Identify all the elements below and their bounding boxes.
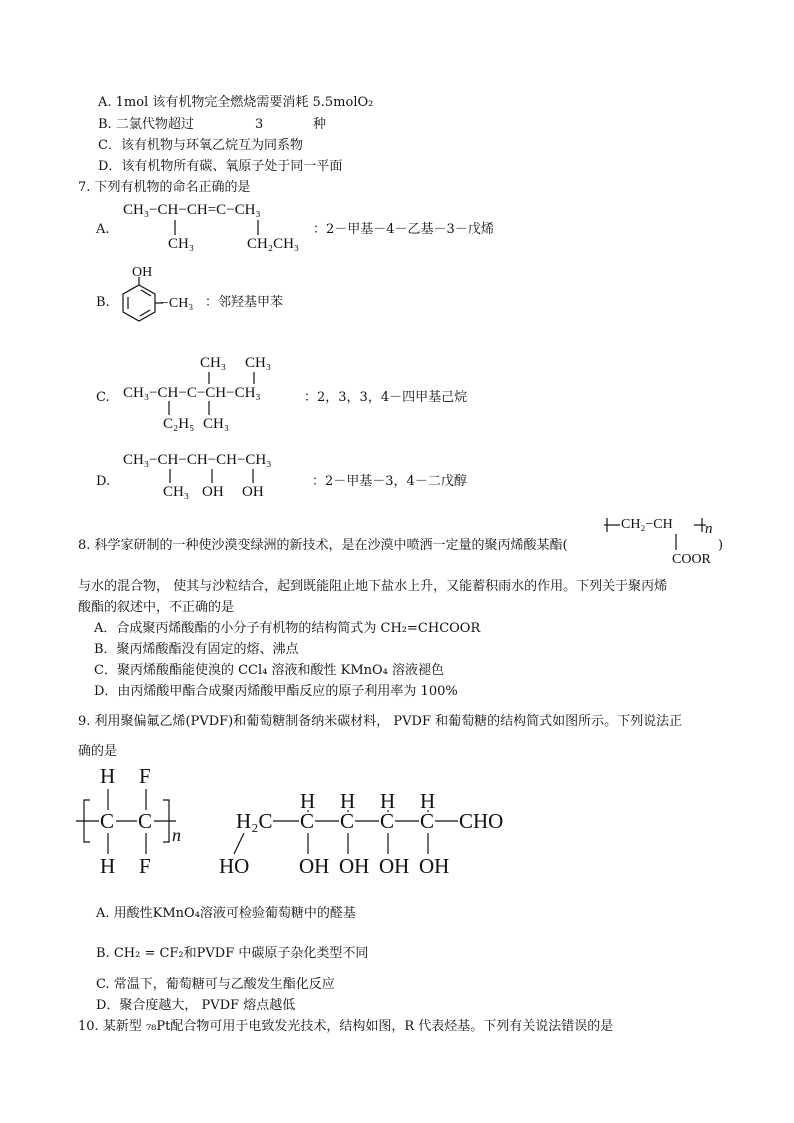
glucose-ho: HO [219, 854, 250, 878]
q7-stem: 7. 下列有机物的命名正确的是 [78, 180, 251, 195]
q7b-hydroxyl: OH [132, 265, 153, 280]
pvdf-h-top: H [100, 764, 116, 788]
glucose-c4: C [420, 809, 435, 833]
q7-option-a-name: ：2－甲基－4－乙基－3－戊烯 [313, 222, 494, 237]
glucose-c3: C [380, 809, 395, 833]
glucose-h4: H [420, 789, 436, 813]
q7d-sub-oh1: OH [202, 484, 224, 500]
q7-option-b-label: B. [96, 295, 110, 310]
q9-option-c: C. 常温下，葡萄糖可与乙酸发生酯化反应 [96, 977, 335, 992]
glucose-oh4: OH [419, 854, 450, 878]
q8-stem-line3: 酸酯的叙述中，不正确的是 [78, 600, 235, 615]
glucose-cho: CHO [459, 809, 504, 833]
glucose-h1: H [300, 789, 316, 813]
glucose-h2: H [340, 789, 356, 813]
pvdf-c1: C [100, 809, 115, 833]
q6-option-b-number: 3 [255, 117, 264, 132]
pvdf-f-top: F [139, 764, 151, 788]
pvdf-f-bottom: F [139, 854, 151, 878]
q7a-sub-ethyl: CH₂CH₃ [247, 236, 300, 252]
q6-option-d: D．该有机物所有碳、氧原子处于同一平面 [98, 159, 343, 174]
q10-stem: 10. 某新型 ₇₈Pt配合物可用于电致发光技术，结构如图，R 代表烃基。下列有关说法错误的是 [78, 1019, 614, 1034]
glucose-oh3: OH [379, 854, 410, 878]
q8-polymer-n: n [705, 521, 713, 537]
q9-stem-line2: 确的是 [78, 744, 118, 759]
q8-stem-line2: 与水的混合物， 使其与沙粒结合，起到既能阻止地下盐水上升，又能蓄积雨水的作用。下列关于聚丙烯 [78, 579, 668, 594]
q8-close-paren: ) [718, 538, 724, 553]
glucose-c1: C [300, 809, 315, 833]
q7-option-a-label: A. [96, 222, 110, 237]
q7-option-d-name: ：2－甲基－3，4－二戊醇 [312, 474, 467, 489]
q9-option-b: B. CH₂ = CF₂和PVDF 中碳原子杂化类型不同 [96, 946, 369, 961]
q7-option-d-label: D. [96, 474, 111, 489]
q7c-main-chain: CH₃−CH−C−CH−CH₃ [123, 385, 261, 401]
glucose-h2c: H₂C [236, 809, 273, 833]
pvdf-n: n [172, 825, 181, 845]
q6-option-a: A. 1mol 该有机物完全燃烧需要消耗 5.5molO₂ [98, 95, 374, 110]
q7a-sub-ch3: CH₃ [168, 236, 195, 252]
q7-option-c-label: C. [96, 390, 110, 405]
q7c-top-ch3-1: CH₃ [200, 355, 227, 371]
q8-option-d: D．由丙烯酸甲酯合成聚丙烯酸甲酯反应的原子利用率为 100% [94, 684, 458, 699]
q7c-top-ch3-2: CH₃ [245, 355, 272, 371]
q7b-methyl: −CH₃ [161, 296, 194, 311]
glucose-bonds [0, 0, 1, 1]
q7-option-b-name: ：邻羟基甲苯 [205, 295, 284, 310]
glucose-oh2: OH [339, 854, 370, 878]
q7c-bottom-ethyl: C₂H₅ [163, 416, 195, 432]
q6-option-b-end: 种 [313, 117, 327, 132]
q8-polymer-ester: COOR [672, 552, 711, 567]
q7d-sub-ch3: CH₃ [163, 484, 190, 500]
q9-option-d: D．聚合度越大， PVDF 熔点越低 [96, 998, 296, 1013]
q7d-main-chain: CH₃−CH−CH−CH−CH₃ [123, 452, 272, 468]
q8-option-a: A．合成聚丙烯酸酯的小分子有机物的结构简式为 CH₂=CHCOOR [94, 621, 481, 636]
glucose-c2: C [340, 809, 355, 833]
q7a-main-chain: CH₃−CH−CH=C−CH₃ [123, 202, 261, 218]
q8-option-c: C．聚丙烯酸酯能使溴的 CCl₄ 溶液和酸性 KMnO₄ 溶液褪色 [94, 663, 445, 678]
pvdf-c2: C [138, 809, 153, 833]
pvdf-h-bottom: H [100, 854, 116, 878]
q7d-sub-oh2: OH [242, 484, 264, 500]
q9-stem-line1: 9. 利用聚偏氟乙烯(PVDF)和葡萄糖制备纳米碳材料， PVDF 和葡萄糖的结构简式如图所示。下列说法正 [78, 714, 683, 729]
q8-option-b: B．聚丙烯酸酯没有固定的熔、沸点 [94, 642, 299, 657]
q7-option-c-name: ：2，3，3，4－四甲基己烷 [304, 390, 468, 405]
glucose-oh1: OH [299, 854, 330, 878]
q7c-bottom-ch3: CH₃ [203, 416, 230, 432]
q6-option-b: B. 二氯代物超过 [98, 117, 194, 132]
q9-option-a: A. 用酸性KMnO₄溶液可检验葡萄糖中的醛基 [96, 906, 356, 921]
q8-stem-line1: 8. 科学家研制的一种使沙漠变绿洲的新技术，是在沙漠中喷洒一定量的聚丙烯酸某酯( [78, 538, 568, 553]
q8-polymer-main: CH₂−CH [621, 517, 673, 532]
glucose-h3: H [380, 789, 396, 813]
q6-option-c: C．该有机物与环氧乙烷互为同系物 [98, 138, 303, 153]
